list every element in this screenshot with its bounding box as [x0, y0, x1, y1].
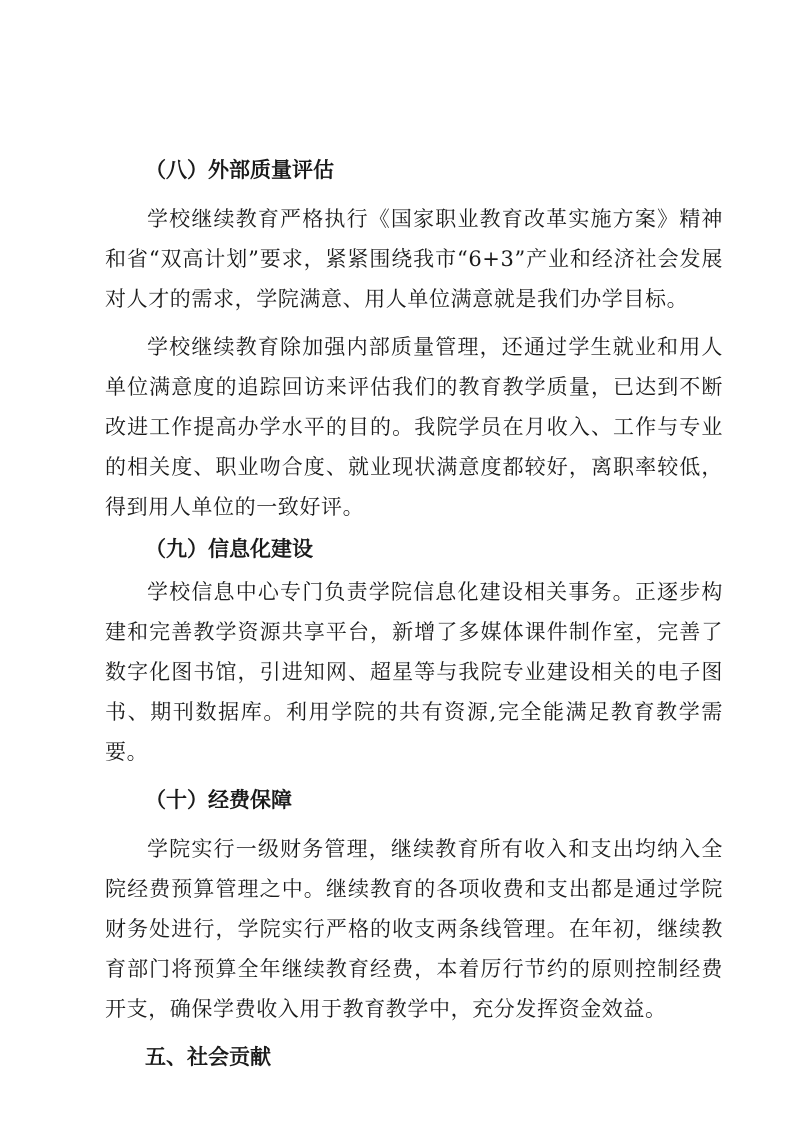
- section-heading-5: 五、社会贡献: [145, 1045, 271, 1069]
- paragraph: 学校继续教育严格执行《国家职业教育改革实施方案》精神和省“双高计划”要求，紧紧围绕我市“6+3”产业和经济社会发展对人才的需求，学院满意、用人单位满意就是我们办学目标。: [105, 207, 723, 311]
- section-heading-8: （八）外部质量评估: [145, 158, 334, 182]
- paragraph: 学校继续教育除加强内部质量管理，还通过学生就业和用人单位满意度的追踪回访来评估我们的教育教学质量，已达到不断改进工作提高办学水平的目的。我院学员在月收入、工作与专业的相关度、职业吻合度、就业现状满意度都较好，离职率较低，得到用人单位的一致好评。: [105, 335, 723, 519]
- section-heading-9: （九）信息化建设: [145, 537, 313, 561]
- paragraph: 学校信息中心专门负责学院信息化建设相关事务。正逐步构建和完善教学资源共享平台，新增了多媒体课件制作室，完善了数字化图书馆，引进知网、超星等与我院专业建设相关的电子图书、期刊数据库。利用学院的共有资源,完全能满足教育教学需要。: [105, 580, 723, 764]
- paragraph: 学院实行一级财务管理，继续教育所有收入和支出均纳入全院经费预算管理之中。继续教育的各项收费和支出都是通过学院财务处进行，学院实行严格的收支两条线管理。在年初，继续教育部门将预算全年继续教育经费，本着厉行节约的原则控制经费开支，确保学费收入用于教育教学中，充分发挥资金效益。: [105, 837, 723, 1021]
- section-heading-10: （十）经费保障: [145, 788, 292, 812]
- document-body: [105, 148, 723, 1080]
